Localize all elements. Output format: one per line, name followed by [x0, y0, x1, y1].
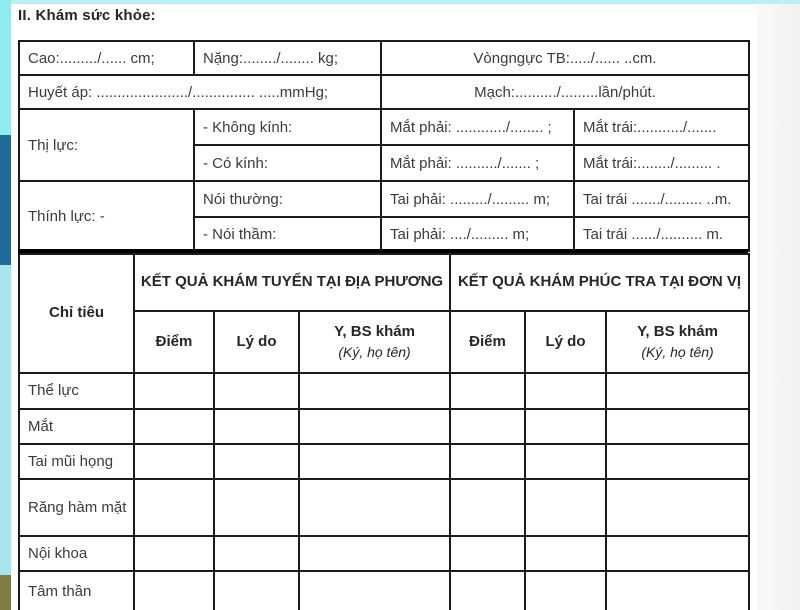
criteria-label: Tai mũi họng [19, 444, 134, 479]
section-title: II. Khám sức khỏe: [18, 7, 156, 24]
table-row [19, 479, 749, 536]
blood-pressure-field: Huyết áp: ....................../............... .....mmHg; [19, 75, 381, 109]
result-cell [214, 444, 299, 479]
unit-recheck-group-header: KẾT QUẢ KHÁM PHÚC TRA TẠI ĐƠN VỊ [450, 254, 749, 311]
table-row [19, 109, 749, 145]
result-cell [299, 479, 450, 536]
result-cell [134, 373, 214, 409]
result-cell [525, 571, 606, 610]
criteria-column-header: Chỉ tiêu [19, 254, 134, 373]
result-cell [450, 444, 525, 479]
result-cell [606, 536, 749, 571]
result-cell [606, 444, 749, 479]
result-cell [214, 373, 299, 409]
result-cell [214, 536, 299, 571]
result-cell [134, 571, 214, 610]
doctor-column-header [299, 311, 450, 373]
result-cell [134, 444, 214, 479]
right-ear-field: Tai phải: ........./......... m; [381, 181, 574, 217]
without-glasses-label: - Không kính: [194, 109, 381, 145]
table-header-row [19, 254, 749, 311]
doctor-header-label: Y, BS khám [637, 323, 718, 341]
left-edge-strip [0, 0, 11, 610]
right-margin-strip [757, 4, 800, 610]
table-row [19, 571, 749, 610]
result-cell [525, 409, 606, 444]
criteria-label: Thể lực [19, 373, 134, 409]
chest-field: Vòngngực TB:...../...... ..cm. [381, 41, 749, 75]
score-column-header: Điểm [450, 311, 525, 373]
result-cell [525, 536, 606, 571]
reason-column-header: Lý do [214, 311, 299, 373]
result-cell [299, 571, 450, 610]
doctor-header-label: Y, BS khám [334, 323, 415, 341]
result-cell [299, 409, 450, 444]
result-cell [450, 479, 525, 536]
left-eye-field: Mắt trái:......../......... . [574, 145, 749, 181]
criteria-label: Mắt [19, 409, 134, 444]
left-strip-lower-cyan-segment [0, 265, 11, 575]
with-glasses-label: - Có kính: [194, 145, 381, 181]
right-eye-field: Mắt phải: ............/........ ; [381, 109, 574, 145]
result-cell [450, 571, 525, 610]
result-cell [299, 536, 450, 571]
reason-column-header: Lý do [525, 311, 606, 373]
table-row [19, 373, 749, 409]
result-cell [450, 409, 525, 444]
result-cell [525, 479, 606, 536]
left-strip-cyan-segment [0, 0, 11, 135]
criteria-label: Tâm thần [19, 571, 134, 610]
health-exam-table [18, 40, 750, 252]
whisper-label: - Nói thầm: [194, 217, 381, 251]
result-cell [525, 444, 606, 479]
result-cell [606, 373, 749, 409]
left-ear-field: Tai trái ....../.......... m. [574, 217, 749, 251]
vision-label: Thị lực: [19, 109, 194, 181]
exam-results-table [18, 253, 750, 610]
result-cell [450, 536, 525, 571]
right-ear-field: Tai phải: ..../......... m; [381, 217, 574, 251]
table-row [19, 444, 749, 479]
result-cell [606, 409, 749, 444]
result-cell [450, 373, 525, 409]
table-row [19, 409, 749, 444]
result-cell [214, 409, 299, 444]
height-field: Cao:........./...... cm; [19, 41, 194, 75]
table-row [19, 536, 749, 571]
table-row [19, 181, 749, 217]
right-eye-field: Mắt phải: ........../....... ; [381, 145, 574, 181]
local-exam-group-header: KẾT QUẢ KHÁM TUYỂN TẠI ĐỊA PHƯƠNG [134, 254, 450, 311]
doctor-header-note: (Ký, họ tên) [641, 343, 714, 360]
pulse-field: Mạch:........../.........lần/phút. [381, 75, 749, 109]
top-edge-strip [0, 0, 800, 4]
left-ear-field: Tai trái ......./......... ..m. [574, 181, 749, 217]
result-cell [299, 444, 450, 479]
result-cell [606, 571, 749, 610]
left-eye-field: Mắt trái:.........../....... [574, 109, 749, 145]
hearing-label: Thính lực: - [19, 181, 194, 251]
left-strip-olive-segment [0, 575, 11, 610]
table-row [19, 41, 749, 75]
table-row [19, 75, 749, 109]
result-cell [606, 479, 749, 536]
table-separator-line [18, 249, 748, 253]
score-column-header: Điểm [134, 311, 214, 373]
result-cell [299, 373, 450, 409]
result-cell [134, 536, 214, 571]
doctor-column-header [606, 311, 749, 373]
left-strip-blue-segment [0, 135, 11, 265]
result-cell [134, 479, 214, 536]
result-cell [214, 479, 299, 536]
result-cell [525, 373, 606, 409]
result-cell [214, 571, 299, 610]
weight-field: Nặng:......../........ kg; [194, 41, 381, 75]
normal-voice-label: Nói thường: [194, 181, 381, 217]
criteria-label: Nội khoa [19, 536, 134, 571]
result-cell [134, 409, 214, 444]
doctor-header-note: (Ký, họ tên) [338, 343, 411, 360]
criteria-label: Răng hàm mặt [19, 479, 134, 536]
